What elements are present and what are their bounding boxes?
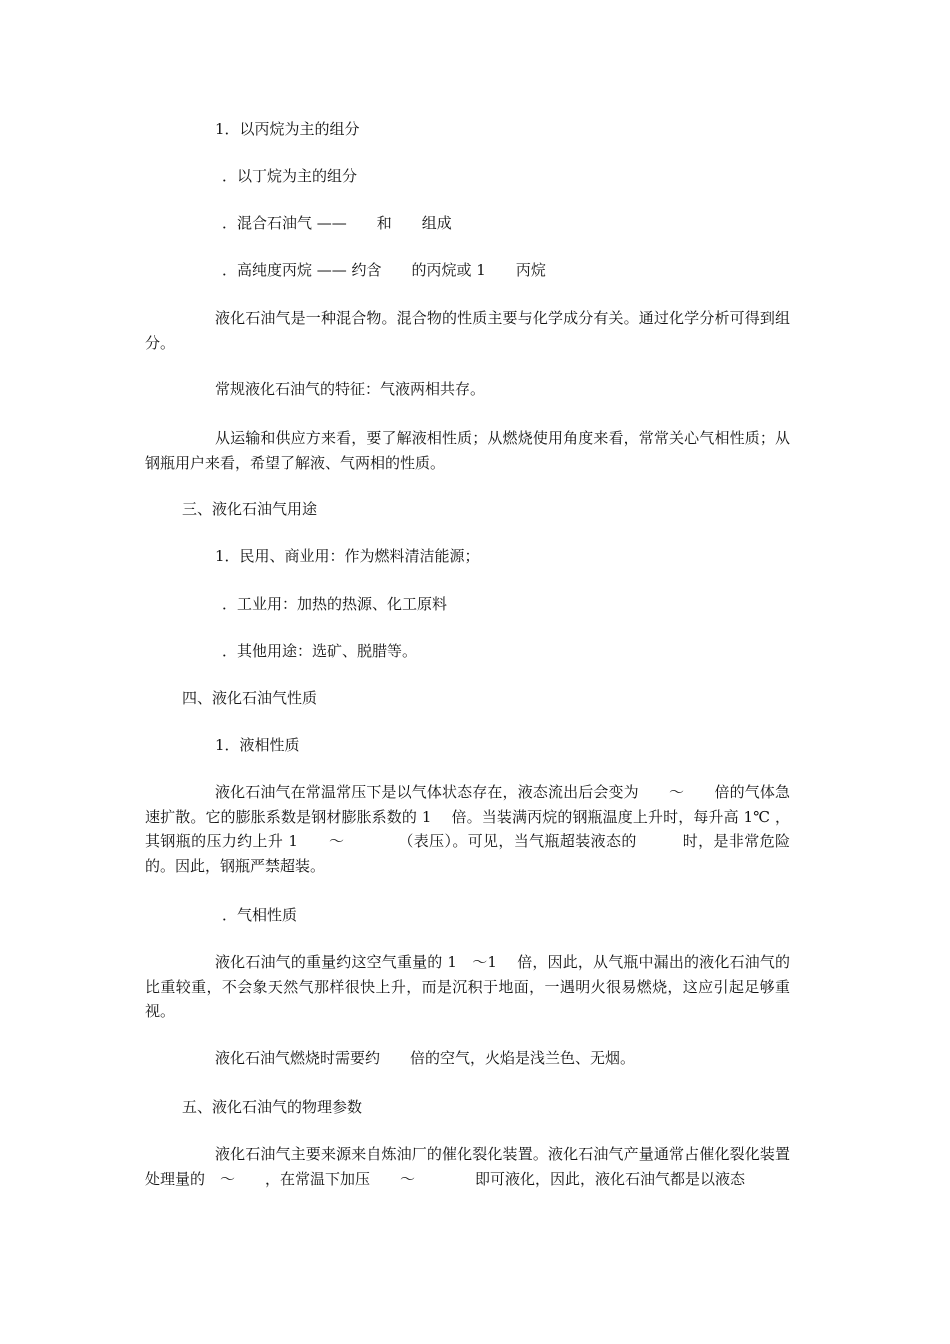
section-heading-physical-params: 五、液化石油气的物理参数 <box>182 1098 363 1116</box>
section-heading-properties: 四、液化石油气性质 <box>182 689 318 707</box>
paragraph-liquid-phase: 液化石油气在常温常压下是以气体状态存在，液态流出后会变为 ～ 倍的气体急速扩散。它的膨胀系数是钢材膨胀系数的 1 倍。当装满丙烷的钢瓶温度上升时，每升高 1℃ ，其钢瓶的压力约上升 1 ～ （表压）。可见，当气瓶超装液态的 时，是非常危险的。因此，钢瓶严禁超装。 <box>145 783 790 875</box>
paragraph-characteristics: 常规液化石油气的特征：气液两相共存。 <box>215 380 486 398</box>
paragraph-combustion: 液化石油气燃烧时需要约 倍的空气，火焰是浅兰色、无烟。 <box>215 1049 636 1067</box>
paragraph-source: 液化石油气主要来源来自炼油厂的催化裂化装置。液化石油气产量通常占催化裂化装置处理量的 ～ ，在常温下加压 ～ 即可液化，因此，液化石油气都是以液态 <box>145 1145 790 1188</box>
section-heading-uses: 三、液化石油气用途 <box>182 500 318 518</box>
list-item-industrial-use: ．工业用：加热的热源、化工原料 <box>222 595 448 613</box>
list-item-butane: ．以丁烷为主的组分 <box>222 167 358 185</box>
subheading-gas-phase: ．气相性质 <box>222 906 298 924</box>
list-item-propane: 1．以丙烷为主的组分 <box>215 120 360 138</box>
subheading-liquid-phase: 1．液相性质 <box>215 736 300 754</box>
list-item-civil-use: 1．民用、商业用：作为燃料清洁能源； <box>215 547 480 565</box>
list-item-high-purity-propane: ．高纯度丙烷 —— 约含 的丙烷或 1 丙烷 <box>222 261 546 279</box>
list-item-mixed-gas: ．混合石油气 —— 和 组成 <box>222 214 452 232</box>
paragraph-perspectives: 从运输和供应方来看，要了解液相性质；从燃烧使用角度来看，常常关心气相性质；从钢瓶用户来看，希望了解液、气两相的性质。 <box>145 429 790 472</box>
list-item-other-use: ．其他用途：选矿、脱腊等。 <box>222 642 418 660</box>
paragraph-mixture: 液化石油气是一种混合物。混合物的性质主要与化学成分有关。通过化学分析可得到组分。 <box>145 309 790 352</box>
paragraph-gas-phase: 液化石油气的重量约这空气重量的 1 ～1 倍，因此，从气瓶中漏出的液化石油气的比重较重，不会象天然气那样很快上升，而是沉积于地面，一遇明火很易燃烧，这应引起足够重视。 <box>145 953 790 1020</box>
